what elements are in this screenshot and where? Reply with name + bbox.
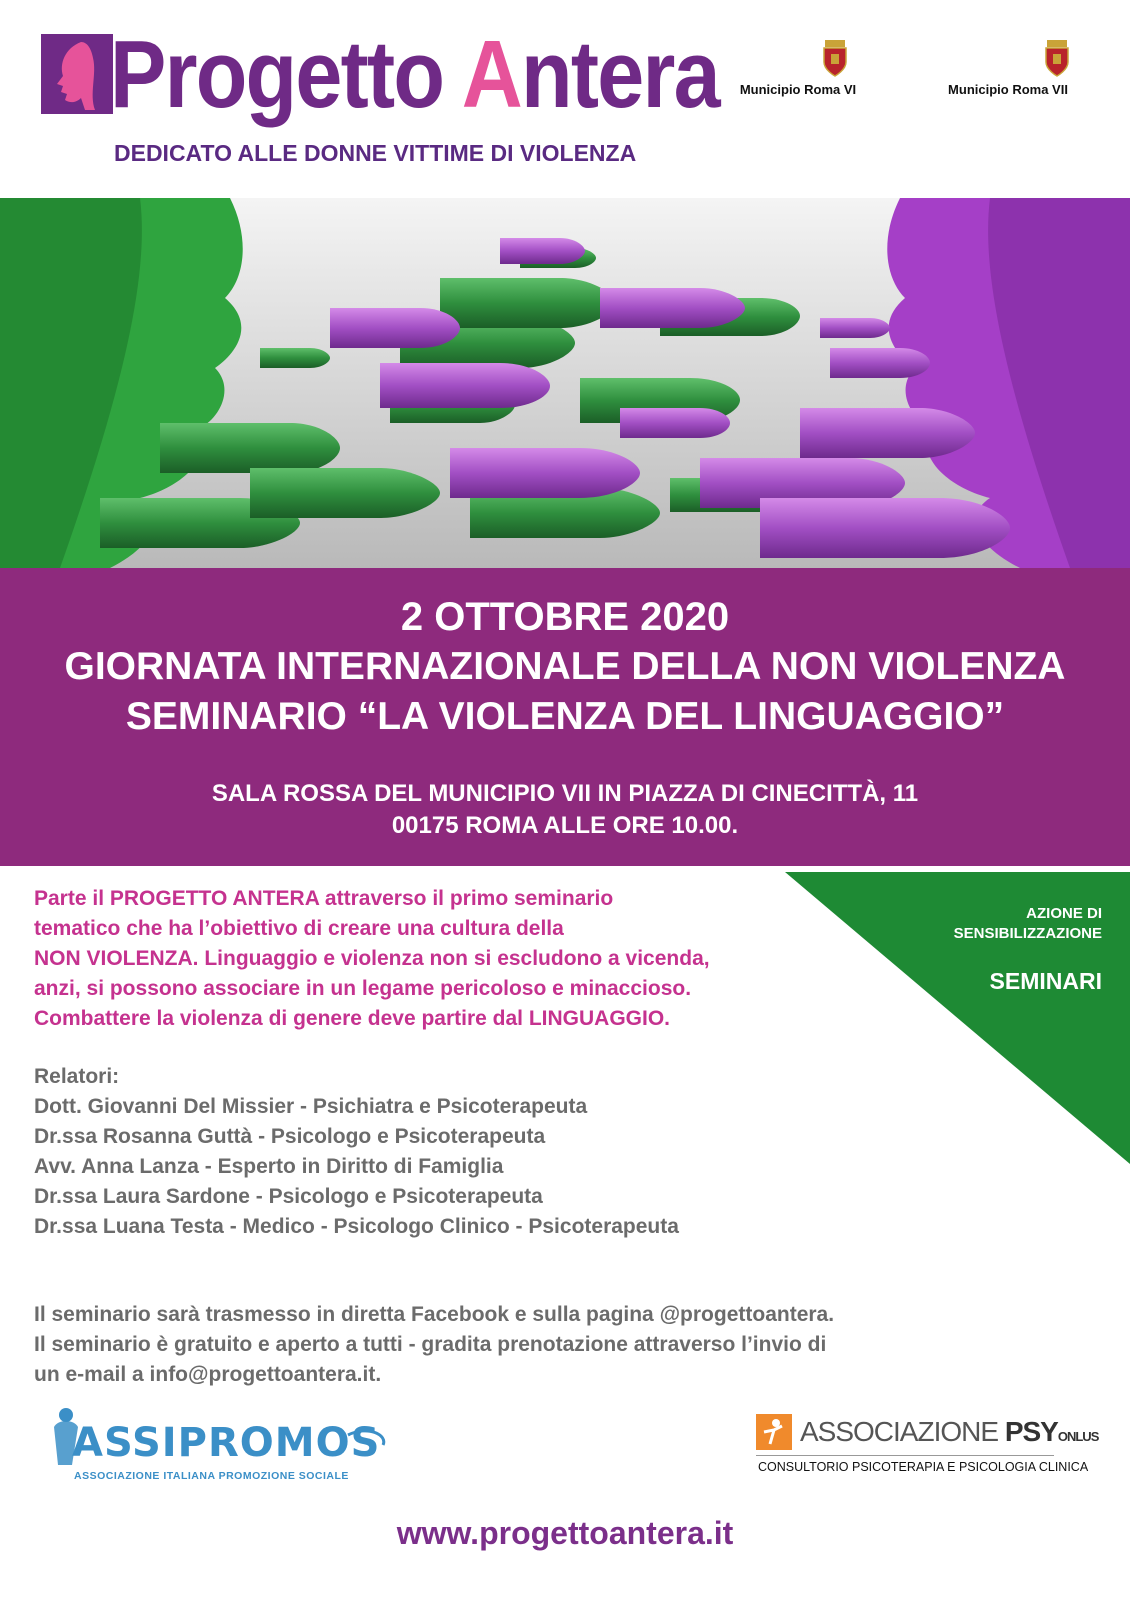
municipio-7-label: Municipio Roma VII [948, 82, 1068, 97]
logo-text-3: ntera [521, 21, 719, 128]
event-title-line-1: GIORNATA INTERNAZIONALE DELLA NON VIOLENZA [64, 645, 1066, 688]
hero-illustration [0, 198, 1130, 568]
municipio-6-label: Municipio Roma VI [739, 82, 857, 97]
psy-subtitle: CONSULTORIO PSICOTERAPIA E PSICOLOGIA CLINICA [758, 1460, 1089, 1474]
speaker-item: Dr.ssa Luana Testa - Medico - Psicologo Clinico - Psicoterapeuta [34, 1215, 679, 1238]
speaker-item: Dr.ssa Laura Sardone - Psicologo e Psicoterapeuta [34, 1185, 543, 1208]
divider [756, 1455, 1054, 1456]
speaker-item: Dott. Giovanni Del Missier - Psichiatra e Psicoterapeuta [34, 1095, 588, 1118]
intro-line: Combattere la violenza di genere deve partire dal LINGUAGGIO. [34, 1007, 670, 1030]
assipromos-subtitle: ASSOCIAZIONE ITALIANA PROMOZIONE SOCIALE [74, 1470, 349, 1482]
psy-name-bold: PSY [1004, 1416, 1058, 1447]
tag-line-2: SENSIBILIZZAZIONE [953, 925, 1102, 942]
event-location-line-2: 00175 ROMA ALLE ORE 10.00. [391, 812, 739, 839]
intro-line: tematico che ha l’obiettivo di creare una cultura della [34, 917, 564, 940]
logo-text-2: A [461, 21, 522, 128]
speakers-heading: Relatori: [34, 1065, 120, 1088]
psy-logo-icon [756, 1414, 792, 1450]
intro-line: NON VIOLENZA. Linguaggio e violenza non si escludono a vicenda, [34, 947, 710, 970]
event-date: 2 OTTOBRE 2020 [400, 595, 730, 639]
tag-line-3: SEMINARI [989, 968, 1102, 994]
logo-mark [41, 34, 113, 114]
logo-subtitle: DEDICATO ALLE DONNE VITTIME DI VIOLENZA [114, 140, 637, 166]
assipromos-name: ASSIPROMOS [72, 1420, 381, 1466]
website-link[interactable]: www.progettoantera.it [396, 1515, 734, 1551]
intro-line: Parte il PROGETTO ANTERA attraverso il primo seminario [34, 887, 614, 910]
note-line: Il seminario è gratuito e aperto a tutti - gradita prenotazione attraverso l’invio di [34, 1333, 827, 1356]
event-location-line-1: SALA ROSSA DEL MUNICIPIO VII IN PIAZZA DI CINECITTÀ, 11 [211, 780, 919, 807]
logo-title [110, 20, 719, 130]
speaker-item: Avv. Anna Lanza - Esperto in Diritto di Famiglia [34, 1155, 504, 1178]
event-title-line-2: SEMINARIO “LA VIOLENZA DEL LINGUAGGIO” [125, 695, 1005, 738]
speaker-item: Dr.ssa Rosanna Guttà - Psicologo e Psicoterapeuta [34, 1125, 546, 1148]
note-line: un e-mail a info@progettoantera.it. [34, 1363, 382, 1386]
psy-association-name [800, 1416, 1098, 1448]
tag-line-1: AZIONE DI [1026, 905, 1102, 922]
rome-crest-icon [820, 38, 850, 78]
person-icon [756, 1414, 792, 1450]
psy-name-text: ASSOCIAZIONE [800, 1416, 1005, 1447]
woman-profile-icon [41, 34, 113, 114]
intro-line: anzi, si possono associare in un legame pericoloso e minaccioso. [34, 977, 692, 1000]
rome-crest-icon [1042, 38, 1072, 78]
logo-text-1: Progetto [110, 21, 462, 128]
note-line: Il seminario sarà trasmesso in diretta Facebook e sulla pagina @progettoantera. [34, 1303, 835, 1326]
psy-onlus: ONLUS [1057, 1429, 1099, 1444]
